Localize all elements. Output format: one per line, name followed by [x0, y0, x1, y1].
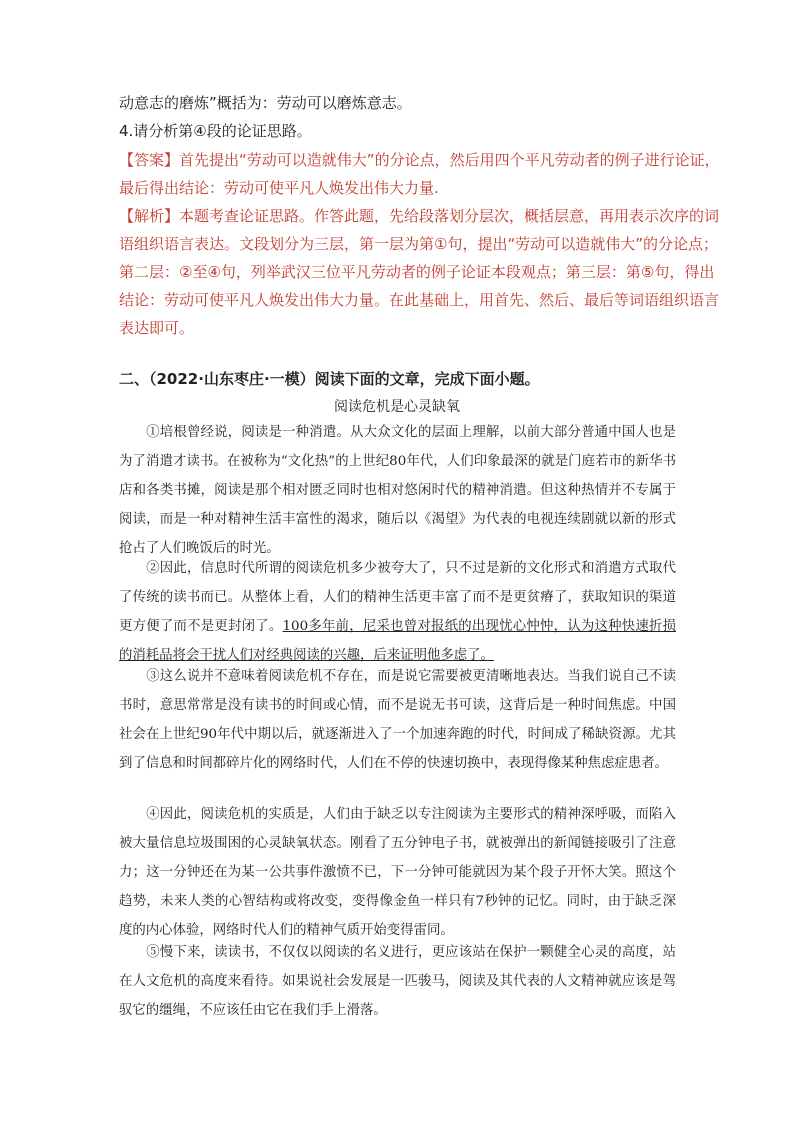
question-4 — [119, 120, 312, 142]
answer-line-2 — [119, 177, 439, 199]
paragraph-1-text: ①培根曾经说，阅读是一种消遣。从大众文化的层面上理解，以前大部分普通中国人也是为了消遣才读书。在被称为“文化热”的上世纪80年代，人们印象最深的就是门庭若市的新华书店和各类书摊，阅读是那个相对匮乏同时也相对悠闲时代的精神消遣。但这种热情并不专属于阅读，而是一种对精神生活丰富性的渴求，随后以《渴望》为代表的电视连续剧就以新的形式抢占了人们晚饭后的时光。 — [119, 425, 676, 556]
analysis-text-5: 结论：劳动可使平凡人焕发出伟大力量。在此基础上，用首先、然后、最后等词语组织语言 — [119, 291, 720, 309]
continued-text: 动意志的磨炼”概括为：劳动可以磨炼意志。 — [119, 94, 412, 112]
analysis-line-2 — [119, 233, 718, 255]
section-2-heading-text: 二、（2022·山东枣庄·一模）阅读下面的文章，完成下面小题。 — [119, 370, 540, 388]
answer-line-1 — [119, 149, 720, 171]
paragraph-2-underlined-text: 100多年前，尼采也曾对报纸的出现忧心忡忡，认为这种快速折损的消耗品将会干扰人们对经典阅读的兴趣，后来证明他多虑了。 — [119, 619, 677, 663]
analysis-text-4a: 第二层： — [119, 263, 180, 281]
paragraph-4-text: ④因此，阅读危机的实质是，人们由于缺乏以专注阅读为主要形式的精神深呼吸，而陷入被大量信息垃圾围困的心灵缺氧状态。刚看了五分钟电子书，就被弹出的新闻链接吸引了注意力；这一分钟还在为某一公共事件激愤不已，下一分钟可能就因为某个段子开怀大笑。照这个趋势，未来人类的心智结构或将改变，变得像金鱼一样只有7秒钟的记忆。同时，由于缺乏深度的内心体验，网络时代人们的精神气质开始变得雷同。 — [119, 807, 676, 938]
answer-tag: 【答案】 — [119, 151, 180, 169]
analysis-text-4b: ②至④句， — [179, 263, 251, 281]
paragraph-2-text: ②因此，信息时代所谓的阅读危机多少被夸大了，只不过是新的文化形式和消遣方式取代了传统的读书而已。从整体上看，人们的精神生活更丰富了而不是更贫瘠了，获取知识的渠道更方便了而不是更封闭了。 — [119, 561, 676, 634]
analysis-text-4c: 列举武汉三位平凡劳动者的例子论证本段观点；第三层：第⑤句，得出 — [250, 263, 715, 281]
question-4-text: 4.请分析第④段的论证思路。 — [119, 122, 312, 140]
analysis-text-1: 本题考查论证思路。作答此题，先给段落划分层次，概括层意，再用表示次序的词 — [179, 207, 720, 225]
answer-text-1: 首先提出 — [179, 151, 240, 169]
article-paragraph-2 — [119, 554, 676, 670]
section-2-heading — [119, 368, 540, 390]
article-paragraph-3 — [119, 662, 676, 778]
analysis-line-1 — [119, 205, 719, 227]
article-title: 阅读危机是心灵缺氧 — [334, 399, 460, 415]
answer-text-2: 的分论点，然后用四个平凡劳动者的例子进行论证， — [374, 151, 720, 169]
paragraph-5-text: ⑤慢下来，读读书，不仅仅以阅读的名义进行，更应该站在保护一颗健全心灵的高度，站在人文危机的高度来看待。如果说社会发展是一匹骏马，阅读及其代表的人文精神就应该是驾驭它的缰绳，不应该任由它在我们手上滑落。 — [119, 945, 676, 1018]
continued-line — [119, 92, 412, 114]
analysis-text-2: 语组织语言表达。文段划分为三层，第一层为第①句，提出 — [119, 235, 508, 253]
analysis-quote: “劳动可以造就伟大” — [507, 235, 643, 253]
analysis-line-3 — [119, 261, 714, 283]
analysis-line-5 — [119, 317, 194, 339]
answer-quote: “劳动可以造就伟大” — [239, 151, 375, 169]
analysis-line-4 — [119, 289, 719, 311]
analysis-tag: 【解析】 — [119, 207, 180, 225]
article-paragraph-1 — [119, 418, 676, 563]
article-paragraph-4 — [119, 800, 676, 945]
analysis-text-3: 的分论点； — [643, 235, 719, 253]
answer-text-3: 最后得出结论：劳动可使平凡人焕发出伟大力量. — [119, 179, 439, 197]
article-paragraph-5 — [119, 938, 676, 1025]
paragraph-3-text: ③这么说并不意味着阅读危机不存在，而是说它需要被更清晰地表达。当我们说自己不读书时，意思常常是没有读书的时间或心情，而不是说无书可读，这背后是一种时间焦虑。中国社会在上世纪90年代中期以后，就逐渐进入了一个加速奔跑的时代，时间成了稀缺资源。尤其到了信息和时间都碎片化的网络时代，人们在不停的快速切换中，表现得像某种焦虑症患者。 — [119, 669, 676, 771]
analysis-text-6: 表达即可。 — [119, 319, 195, 337]
